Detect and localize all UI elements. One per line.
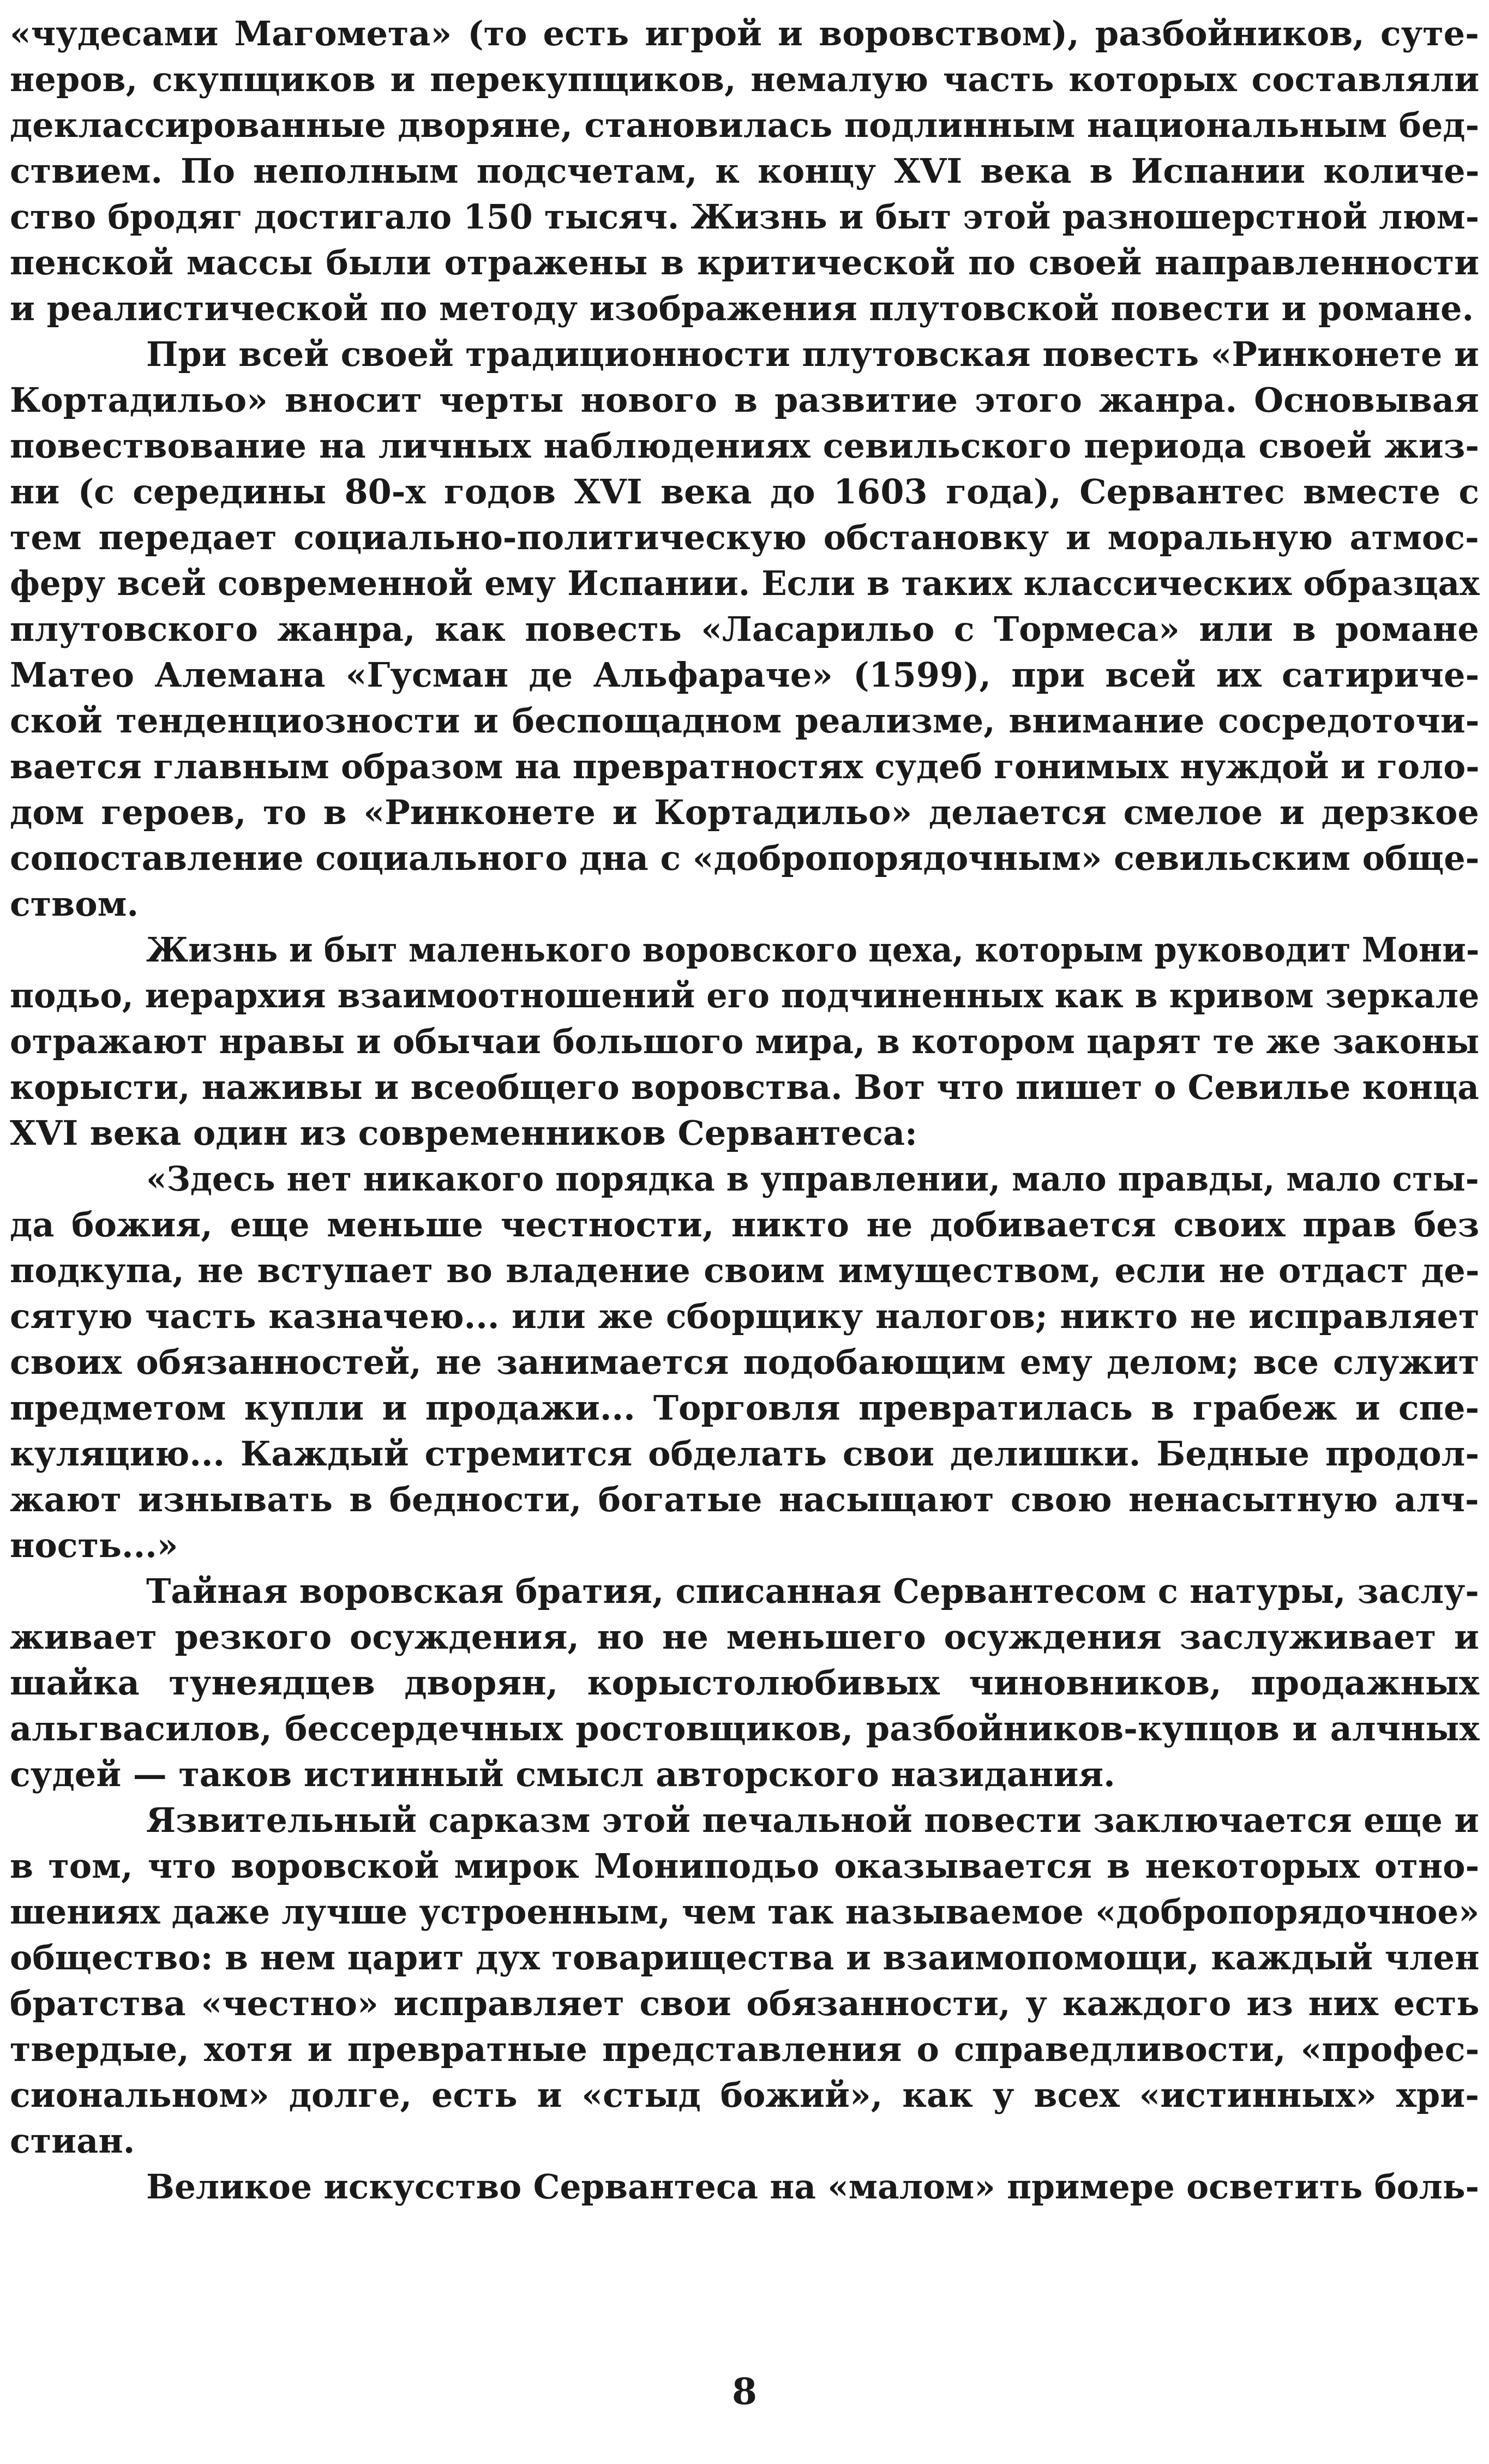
text-line: судей — таков истинный смысл авторского назидания. [10, 1754, 1115, 1794]
text-line: своих обязанностей, не занимается подобающим ему делом; все служит [10, 1342, 1480, 1382]
text-line: общество: в нем царит дух товарищества и взаимопомощи, каждый член [10, 1938, 1480, 1978]
text-line: сятую часть казначею... или же сборщику налогов; никто не исправляет [10, 1296, 1480, 1336]
text-line: повествование на личных наблюдениях севильского периода своей жиз- [10, 426, 1480, 466]
text-line: ность...» [10, 1525, 178, 1565]
text-line: Тайная воровская братия, списанная Сервантесом с натуры, заслу- [146, 1571, 1479, 1611]
text-line: ством. [10, 884, 139, 924]
text-line: куляцию... Каждый стремится обделать свои делишки. Бедные продол- [10, 1434, 1480, 1474]
text-line: сиональном» долге, есть и «стыд божий», как у всех «истинных» хри- [10, 2075, 1479, 2115]
text-line: феру всей современной ему Испании. Если в таких классических образцах [10, 563, 1480, 603]
text-line: ской тенденциозности и беспощадном реализме, внимание сосредоточи- [10, 701, 1480, 741]
text-line: вается главным образом на превратностях судеб гонимых нуждой и голо- [10, 747, 1480, 786]
text-line: плутовского жанра, как повесть «Ласарильо с Тормеса» или в романе [10, 609, 1479, 649]
text-line: ни (с середины 80-х годов XVI века до 1603 года), Сервантес вместе с [10, 472, 1480, 512]
text-line: живает резкого осуждения, но не меньшего осуждения заслуживает и [10, 1617, 1479, 1657]
text-line: отражают нравы и обычаи большого мира, в котором царят те же законы [10, 1021, 1480, 1061]
text-line: шениях даже лучше устроенным, чем так называемое «добропорядочное» [10, 1892, 1480, 1932]
text-line: неров, скупщиков и перекупщиков, немалую часть которых составляли [10, 59, 1480, 99]
text-line: в том, что воровской мирок Мониподьо оказывается в некоторых отно- [10, 1846, 1480, 1886]
text-line: и реалистической по методу изображения плутовской повести и романе. [10, 289, 1474, 328]
text-line: предметом купли и продажи... Торговля превратилась в грабеж и спе- [10, 1388, 1480, 1428]
text-line: да божия, еще меньше честности, никто не добивается своих прав без [10, 1205, 1480, 1245]
text-line: Жизнь и быт маленького воровского цеха, которым руководит Мони- [146, 930, 1480, 970]
text-line: деклассированные дворяне, становилась подлинным национальным бед- [10, 105, 1480, 145]
text-line: ство бродяг достигало 150 тысяч. Жизнь и быт этой разношерстной люм- [10, 197, 1480, 237]
text-line: сопоставление социального дна с «добропорядочным» севильским обще- [10, 838, 1480, 878]
text-line: «Здесь нет никакого порядка в управлении, мало правды, мало сты- [146, 1159, 1479, 1199]
text-line: Кортадильо» вносит черты нового в развитие этого жанра. Основывая [10, 380, 1479, 420]
text-line: подкупа, не вступает во владение своим имуществом, если не отдаст де- [10, 1251, 1480, 1290]
text-line: альгвасилов, бессердечных ростовщиков, разбойников-купцов и алчных [10, 1709, 1480, 1748]
page-number: 8 [732, 2370, 757, 2413]
text-line: подьо, иерархия взаимоотношений его подчиненных как в кривом зеркале [10, 976, 1480, 1015]
text-line: пенской массы были отражены в критической по своей направленности [10, 243, 1480, 283]
text-line: твердые, хотя и превратные представления о справедливости, «профес- [10, 2029, 1480, 2069]
text-line: При всей своей традиционности плутовская повесть «Ринконете и [146, 334, 1479, 374]
text-line: XVI века один из современников Сервантеса: [10, 1113, 917, 1153]
text-line: Матео Алемана «Гусман де Альфараче» (1599), при всей их сатириче- [10, 655, 1480, 695]
text-line: дом героев, то в «Ринконете и Кортадильо» делается смелое и дерзкое [10, 792, 1479, 832]
text-line: Язвительный сарказм этой печальной повести заключается еще и [146, 1800, 1479, 1840]
text-line: братства «честно» исправляет свои обязанности, у каждого из них есть [10, 1984, 1480, 2023]
text-line: стиан. [10, 2121, 135, 2161]
text-line: Великое искусство Сервантеса на «малом» примере осветить боль- [146, 2167, 1479, 2207]
text-line: тем передает социально-политическую обстановку и моральную атмос- [10, 518, 1479, 557]
text-line: ствием. По неполным подсчетам, к концу XVI века в Испании количе- [10, 151, 1480, 191]
text-line: корысти, наживы и всеобщего воровства. Вот что пишет о Севилье конца [10, 1067, 1479, 1107]
text-line: «чудесами Магомета» (то есть игрой и воровством), разбойников, суте- [10, 14, 1479, 53]
text-line: шайка тунеядцев дворян, корыстолюбивых чиновников, продажных [10, 1663, 1479, 1703]
text-line: жают изнывать в бедности, богатые насыщают свою ненасытную алч- [10, 1480, 1479, 1519]
